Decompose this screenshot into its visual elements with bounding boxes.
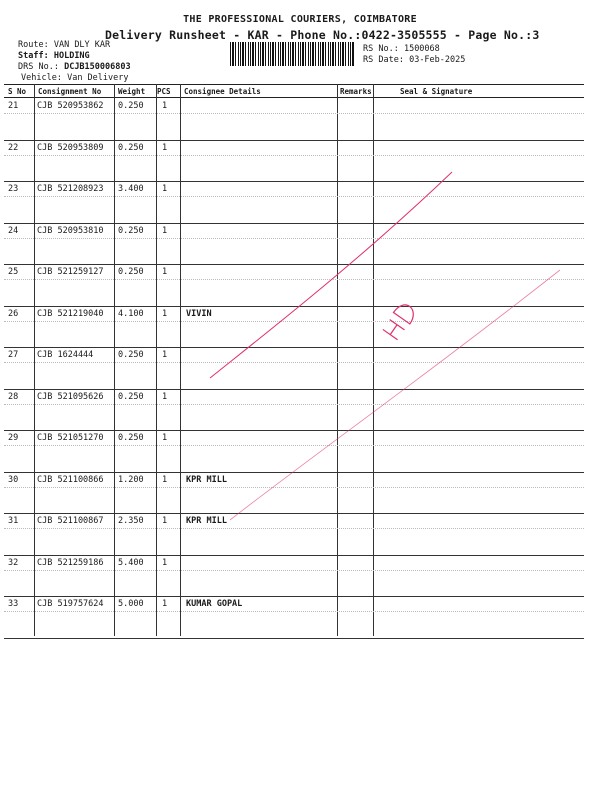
cell-pcs: 1 xyxy=(162,516,168,526)
row-rule xyxy=(4,306,584,307)
table-header-rule xyxy=(4,97,584,98)
route-label: Route: xyxy=(18,40,49,50)
table-top-rule xyxy=(4,84,584,85)
cell-pcs: 1 xyxy=(162,350,168,360)
cell-pcs: 1 xyxy=(162,557,168,568)
cell-sno: 21 xyxy=(8,101,19,111)
row-rule xyxy=(4,638,584,639)
cell-pcs: 1 xyxy=(162,391,168,402)
cell-sno: 22 xyxy=(8,142,19,153)
col-divider xyxy=(373,84,374,636)
rs-date-line xyxy=(363,55,465,66)
cell-consignment: CJB 521219040 xyxy=(37,308,104,319)
cell-consignment: CJB 520953810 xyxy=(37,225,104,236)
cell-sno: 26 xyxy=(8,308,19,319)
row-guide xyxy=(4,362,584,363)
cell-weight: 1.200 xyxy=(118,474,144,485)
col-divider xyxy=(180,84,181,636)
cell-sno: 28 xyxy=(8,391,19,402)
row-rule xyxy=(4,389,584,390)
col-divider xyxy=(337,84,338,636)
cell-consignment: CJB 1624444 xyxy=(37,350,94,360)
row-rule xyxy=(4,472,584,473)
col-header-consignee: Consignee Details xyxy=(184,87,261,96)
cell-pcs: 1 xyxy=(162,474,168,485)
meta-right-block xyxy=(363,44,465,66)
cell-consignment: CJB 521095626 xyxy=(37,391,104,402)
row-rule xyxy=(4,555,584,556)
barcode-image xyxy=(230,42,354,66)
cell-weight: 0.250 xyxy=(118,433,144,443)
cell-consignee: KPR MILL xyxy=(186,474,227,485)
vehicle-line xyxy=(18,73,131,84)
cell-sno: 25 xyxy=(8,267,19,277)
row-guide xyxy=(4,238,584,239)
cell-weight: 0.250 xyxy=(118,267,144,277)
cell-consignment: CJB 521259186 xyxy=(37,557,104,568)
row-guide xyxy=(4,279,584,280)
cell-pcs: 1 xyxy=(162,225,168,236)
cell-pcs: 1 xyxy=(162,101,168,111)
cell-weight: 0.250 xyxy=(118,101,144,111)
col-divider xyxy=(34,84,35,636)
strike-line-lower xyxy=(230,270,560,520)
cell-consignment: CJB 521100866 xyxy=(37,474,104,485)
cell-weight: 0.250 xyxy=(118,142,144,153)
cell-consignee: KPR MILL xyxy=(186,516,227,526)
staff-line xyxy=(18,51,131,62)
cell-pcs: 1 xyxy=(162,599,168,609)
row-rule xyxy=(4,140,584,141)
vehicle-label: Vehicle: xyxy=(21,73,62,83)
staff-label: Staff: xyxy=(18,51,49,61)
cell-pcs: 1 xyxy=(162,184,168,194)
row-guide xyxy=(4,570,584,571)
cell-weight: 0.250 xyxy=(118,350,144,360)
cell-consignee: KUMAR GOPAL xyxy=(186,599,243,609)
hd-mark-text: HD xyxy=(0,0,2,1)
col-header-sno: S No xyxy=(8,87,27,96)
cell-weight: 5.400 xyxy=(118,557,144,568)
company-title: THE PROFESSIONAL COURIERS, COIMBATORE xyxy=(183,14,417,25)
row-rule xyxy=(4,223,584,224)
cell-pcs: 1 xyxy=(162,433,168,443)
rs-date-label: RS Date: xyxy=(363,55,404,65)
row-rule xyxy=(4,347,584,348)
cell-sno: 23 xyxy=(8,184,19,194)
cell-consignment: CJB 521051270 xyxy=(37,433,104,443)
col-header-consignment: Consignment No xyxy=(38,87,102,96)
cell-sno: 31 xyxy=(8,516,19,526)
rs-no-label: RS No.: xyxy=(363,44,399,54)
cell-consignment: CJB 521100867 xyxy=(37,516,104,526)
row-guide xyxy=(4,528,584,529)
cell-consignment: CJB 521208923 xyxy=(37,184,104,194)
row-guide xyxy=(4,196,584,197)
col-header-seal: Seal & Signature xyxy=(400,87,473,96)
drs-label: DRS No.: xyxy=(18,62,59,72)
row-rule xyxy=(4,596,584,597)
cell-consignee: VIVIN xyxy=(186,308,212,319)
cell-weight: 3.400 xyxy=(118,184,144,194)
cell-sno: 30 xyxy=(8,474,19,485)
cell-consignment: CJB 520953862 xyxy=(37,101,104,111)
cell-sno: 27 xyxy=(8,350,19,360)
cell-weight: 2.350 xyxy=(118,516,144,526)
route-line xyxy=(18,40,131,51)
cell-pcs: 1 xyxy=(162,142,168,153)
cell-sno: 33 xyxy=(8,599,19,609)
row-rule xyxy=(4,513,584,514)
row-guide xyxy=(4,611,584,612)
col-header-pcs: PCS xyxy=(157,87,171,96)
col-divider xyxy=(114,84,115,636)
row-rule xyxy=(4,181,584,182)
col-divider xyxy=(156,84,157,636)
cell-weight: 4.100 xyxy=(118,308,144,319)
cell-sno: 24 xyxy=(8,225,19,236)
meta-left-block xyxy=(18,40,131,84)
row-guide xyxy=(4,113,584,114)
row-guide xyxy=(4,404,584,405)
runsheet-subtitle: Delivery Runsheet - KAR - Phone No.:0422-3505555 - Page No.:3 xyxy=(105,28,540,42)
drs-line xyxy=(18,62,131,73)
cell-sno: 29 xyxy=(8,433,19,443)
drs-value: DCJB150006803 xyxy=(64,62,131,72)
cell-consignment: CJB 521259127 xyxy=(37,267,104,277)
rs-date-value: 03-Feb-2025 xyxy=(409,55,466,65)
cell-weight: 0.250 xyxy=(118,225,144,236)
row-guide xyxy=(4,155,584,156)
cell-sno: 32 xyxy=(8,557,19,568)
rs-no-line xyxy=(363,44,465,55)
row-guide xyxy=(4,445,584,446)
cell-pcs: 1 xyxy=(162,308,168,319)
cell-pcs: 1 xyxy=(162,267,168,277)
rs-no-value: 1500068 xyxy=(403,44,440,54)
row-guide xyxy=(4,487,584,488)
route-value: VAN DLY KAR xyxy=(53,40,111,50)
col-header-weight: Weight xyxy=(118,87,146,96)
staff-value: HOLDING xyxy=(53,51,90,61)
vehicle-value: Van Delivery xyxy=(67,73,129,83)
col-header-remarks: Remarks xyxy=(340,87,372,96)
row-guide xyxy=(4,321,584,322)
cell-weight: 0.250 xyxy=(118,391,144,402)
row-rule xyxy=(4,430,584,431)
row-rule xyxy=(4,264,584,265)
cell-consignment: CJB 519757624 xyxy=(37,599,104,609)
cell-consignment: CJB 520953809 xyxy=(37,142,104,153)
cell-weight: 5.000 xyxy=(118,599,144,609)
